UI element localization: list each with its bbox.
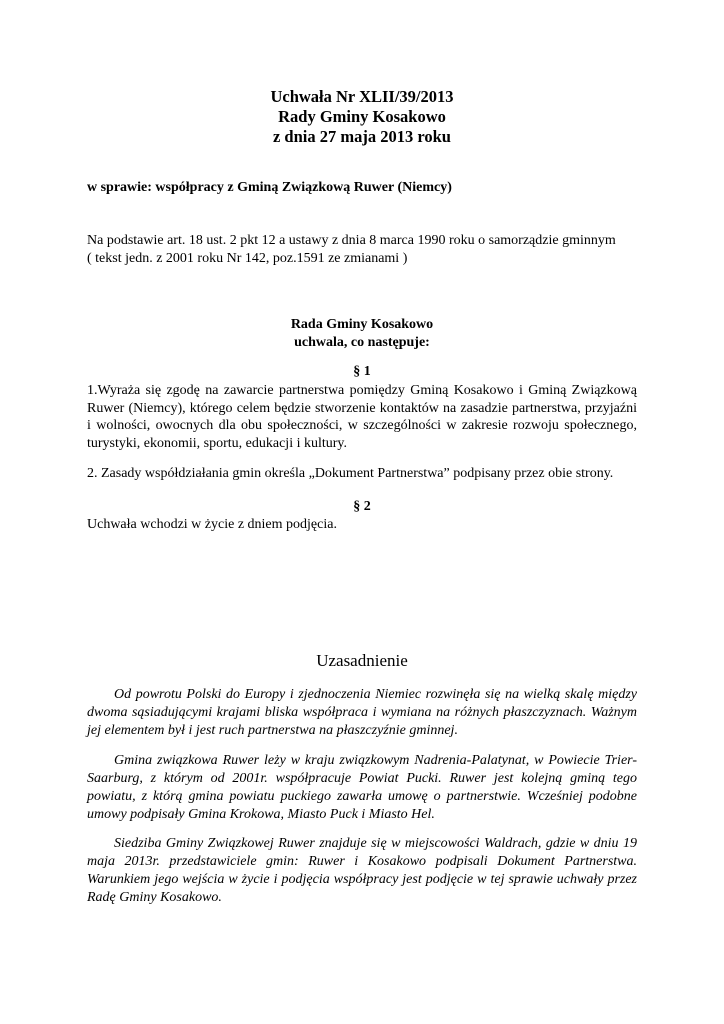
legal-basis-line: Na podstawie art. 18 ust. 2 pkt 12 a ustawy z dnia 8 marca 1990 roku o samorządzie gminnym: [87, 233, 616, 248]
title-line-number: Uchwała Nr XLII/39/2013: [270, 87, 454, 106]
legal-basis: [87, 232, 647, 268]
title-line-council: Rady Gminy Kosakowo: [278, 107, 446, 126]
justification-heading: Uzasadnienie: [316, 651, 408, 670]
resolution-subject: w sprawie: współpracy z Gminą Związkową Ruwer (Niemcy): [87, 180, 452, 195]
section-1-heading: § 1: [353, 364, 371, 379]
council-name: Rada Gminy Kosakowo: [290, 317, 434, 332]
section-2-heading: § 2: [353, 499, 371, 514]
section-1-paragraph-2: 2. Zasady współdziałania gmin określa „Dokument Partnerstwa” podpisany przez obie strony.: [87, 466, 614, 481]
council-resolves: [0, 316, 724, 352]
title-line-date: z dnia 27 maja 2013 roku: [272, 127, 451, 146]
section-1-paragraph-1: 1.Wyraża się zgodę na zawarcie partnerstwa pomiędzy Gminą Kosakowo i Gminą Związkową Ruwer (Niemcy), którego celem będzie stworzenie kontaktów na zasadzie partnerstwa, przyjaźni i wolności, owocnych dla obu społeczności, w szczególności w zakresie rozwoju społecznego, turystyki, ekonomii, sportu, edukacji i kultury.: [87, 383, 637, 451]
section-2-paragraph: Uchwała wchodzi w życie z dniem podjęcia.: [87, 517, 337, 532]
legal-basis-line: ( tekst jedn. z 2001 roku Nr 142, poz.1591 ze zmianami ): [87, 251, 408, 266]
resolution-title: [0, 87, 724, 147]
justification-paragraph-3: Siedziba Gminy Związkowej Ruwer znajduje się w miejscowości Waldrach, gdzie w dniu 19 maja 2013r. przedstawiciele gmin: Ruwer i Kosakowo podpisali Dokument Partnerstwa. Warunkiem jego wejścia w życie i podjęcia współpracy jest podjęcie w tej sprawie uchwały przez Radę Gminy Kosakowo.: [87, 836, 637, 905]
council-resolves-text: uchwala, co następuje:: [294, 335, 430, 350]
justification-paragraph-1: Od powrotu Polski do Europy i zjednoczenia Niemiec rozwinęła się na wielką skalę między dwoma sąsiadującymi krajami bliska współpraca i wymiana na różnych płaszczyznach. Ważnym jej elementem był i jest ruch partnerstwa na płaszczyźnie gminnej.: [87, 687, 637, 738]
justification-paragraph-2: Gmina związkowa Ruwer leży w kraju związkowym Nadrenia-Palatynat, w Powiecie Trier-Saarburg, z którym od 2001r. współpracuje Powiat Pucki. Ruwer jest kolejną gminą tego powiatu, z którą gmina powiatu puckiego zawarła umowę o partnerstwie. Wcześniej podobne umowy podpisały Gmina Krokowa, Miasto Puck i Miasto Hel.: [87, 753, 637, 822]
